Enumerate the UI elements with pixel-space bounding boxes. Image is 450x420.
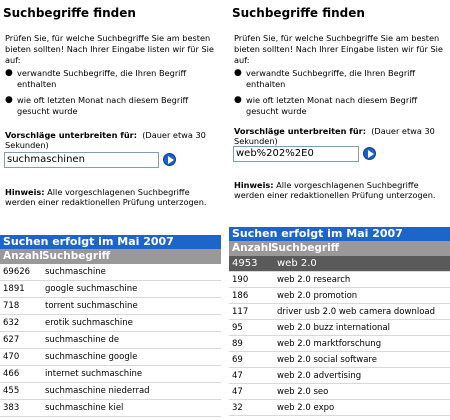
table-row[interactable] [0, 366, 221, 383]
row-term[interactable]: suchmaschine [45, 267, 106, 277]
row-term[interactable]: suchmaschine kiel [45, 403, 124, 413]
row-count: 1891 [3, 284, 25, 294]
row-term[interactable]: web 2.0 marktforschung [277, 339, 382, 349]
row-term[interactable]: web 2.0 social software [277, 355, 377, 365]
table-row[interactable] [0, 400, 221, 417]
table-row[interactable] [0, 332, 221, 349]
row-term[interactable]: suchmaschine de [45, 335, 120, 345]
row-count: 627 [3, 335, 20, 345]
results-header: Suchen erfolgt im Mai 2007 [229, 227, 450, 241]
bullet-item: ● wie oft letzten Monat nach diesem Begriff gesucht wurde [234, 95, 418, 116]
row-term[interactable]: web 2.0 promotion [277, 291, 358, 301]
panel-title: Suchbegriffe finden [232, 6, 365, 20]
bullet-item: ● verwandte Suchbegriffe, die Ihren Begriff enthalten [234, 68, 416, 89]
row-term[interactable]: suchmaschine google [45, 352, 138, 362]
results-header: Suchen erfolgt im Mai 2007 [0, 235, 221, 249]
row-count: 455 [3, 386, 20, 396]
row-count: 470 [3, 352, 20, 362]
table-row[interactable] [0, 264, 221, 281]
column-header [0, 249, 221, 264]
intro-text: Prüfen Sie, für welche Suchbegriffe Sie am besten bieten sollten! Nach Ihrer Eingabe listen wir für Sie auf: [5, 33, 214, 65]
row-term[interactable]: web 2.0 expo [277, 403, 335, 413]
row-count: 190 [232, 275, 249, 285]
submit-arrow-icon[interactable] [163, 153, 176, 166]
table-row[interactable] [0, 349, 221, 366]
row-count: 89 [232, 339, 243, 349]
row-term[interactable]: suchmaschine niederrad [45, 386, 150, 396]
row-term[interactable]: web 2.0 [277, 258, 317, 269]
row-count: 186 [232, 291, 249, 301]
table-row[interactable] [229, 320, 450, 336]
suggest-label: Vorschläge unterbreiten für: (Dauer etwa 30 Sekunden) [5, 130, 206, 150]
column-count-label: Anzahl [3, 250, 43, 262]
column-header [229, 241, 450, 256]
column-term-label: Suchbegriff [271, 242, 340, 254]
row-term[interactable]: torrent suchmaschine [45, 301, 138, 311]
table-row[interactable] [229, 272, 450, 288]
row-count: 383 [3, 403, 20, 413]
row-term[interactable]: internet suchmaschine [45, 369, 143, 379]
table-row[interactable] [229, 304, 450, 320]
keyword-input[interactable]: suchmaschinen [4, 152, 159, 168]
bullet-item: ● wie oft letzten Monat nach diesem Begriff gesucht wurde [5, 95, 189, 116]
table-row[interactable] [229, 352, 450, 368]
table-row[interactable] [229, 336, 450, 352]
row-count: 47 [232, 387, 243, 397]
column-term-label: Suchbegriff [42, 250, 111, 262]
panel-title: Suchbegriffe finden [3, 6, 136, 20]
table-row[interactable] [229, 384, 450, 400]
keyword-input[interactable]: web%202%2E0 [233, 146, 359, 162]
row-term[interactable]: google suchmaschine [45, 284, 138, 294]
bullet-dot-icon: ● [5, 68, 13, 78]
bullet-dot-icon: ● [5, 95, 13, 105]
row-count: 95 [232, 323, 243, 333]
row-term[interactable]: driver usb 2.0 web camera download [277, 307, 436, 317]
hint-text: Hinweis: Alle vorgeschlagenen Suchbegriffe werden einer redaktionellen Prüfung unterzogen. [234, 180, 436, 200]
row-count: 718 [3, 301, 20, 311]
table-row[interactable] [0, 315, 221, 332]
row-count: 466 [3, 369, 20, 379]
row-count: 69626 [3, 267, 31, 277]
row-term[interactable]: web 2.0 seo [277, 387, 329, 397]
row-count: 4953 [232, 258, 258, 269]
bullet-item: ● verwandte Suchbegriffe, die Ihren Begriff enthalten [5, 68, 187, 89]
table-row[interactable] [0, 281, 221, 298]
hint-text: Hinweis: Alle vorgeschlagenen Suchbegriffe werden einer redaktionellen Prüfung unterzogen. [5, 187, 207, 207]
bullet-dot-icon: ● [234, 68, 242, 78]
row-term[interactable]: web 2.0 buzz international [277, 323, 391, 333]
row-term[interactable]: web 2.0 research [277, 275, 351, 285]
intro-text: Prüfen Sie, für welche Suchbegriffe Sie am besten bieten sollten! Nach Ihrer Eingabe listen wir für Sie auf: [234, 33, 443, 65]
bullet-dot-icon: ● [234, 95, 242, 105]
table-row[interactable] [0, 383, 221, 400]
table-row[interactable] [229, 256, 450, 272]
row-count: 69 [232, 355, 243, 365]
row-count: 117 [232, 307, 249, 317]
suggest-label: Vorschläge unterbreiten für: (Dauer etwa 30 Sekunden) [234, 126, 435, 146]
table-row[interactable] [229, 400, 450, 416]
table-row[interactable] [0, 298, 221, 315]
column-count-label: Anzahl [232, 242, 272, 254]
table-row[interactable] [229, 368, 450, 384]
row-count: 32 [232, 403, 243, 413]
submit-arrow-icon[interactable] [363, 147, 376, 160]
row-term[interactable]: erotik suchmaschine [45, 318, 133, 328]
row-count: 632 [3, 318, 20, 328]
table-row[interactable] [229, 288, 450, 304]
row-count: 47 [232, 371, 243, 381]
row-term[interactable]: web 2.0 advertising [277, 371, 362, 381]
